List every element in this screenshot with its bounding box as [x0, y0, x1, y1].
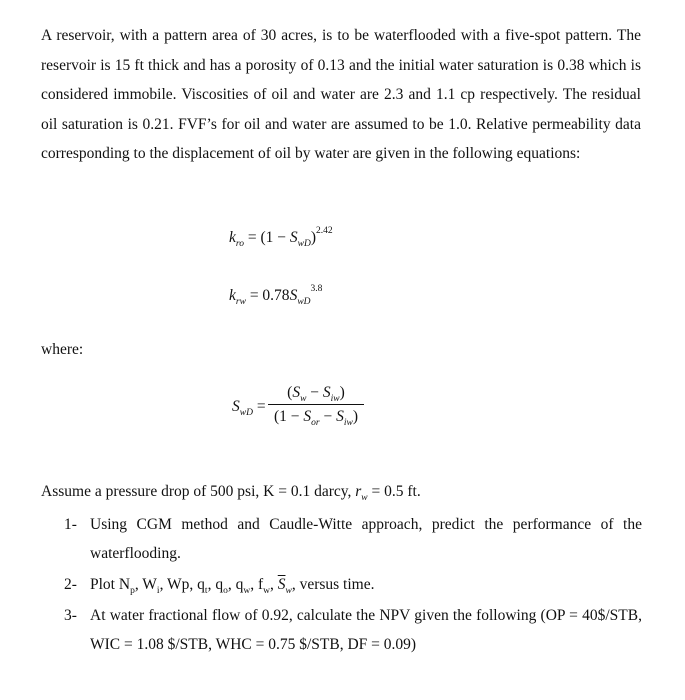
plot-sep: ,: [269, 576, 278, 593]
eq2-s-sub: wD: [297, 297, 311, 307]
where-label: where:: [41, 341, 84, 358]
den-open: (1 −: [273, 408, 304, 425]
den-s2: S: [336, 408, 344, 425]
eq1-exp: 2.42: [316, 226, 333, 236]
assume-r-sub: w: [361, 493, 368, 503]
plot-fw: , f: [250, 576, 264, 593]
eq1-k: k: [229, 229, 236, 246]
plot-wi: , W: [134, 576, 157, 593]
plot-qo: , q: [207, 576, 224, 593]
num-s2-sub: iw: [330, 394, 340, 404]
list-item-text: At water fractional flow of 0.92, calculate the NPV given the following (OP = 40$/STB, WIC = 1.08 $/STB, WHC = 0.75 $/STB, DF = 0.09): [90, 607, 642, 653]
plot-qt-sub: t: [204, 586, 208, 596]
den-s1: S: [303, 408, 312, 425]
eq2-rhs: = 0.78: [245, 287, 290, 304]
den-minus: −: [319, 408, 337, 425]
plot-sw-bar-sub: w: [285, 586, 292, 596]
equation-kro: [229, 226, 333, 249]
plot-np-sub: p: [130, 586, 135, 596]
eq1-close: ): [310, 229, 317, 246]
plot-wi-sub: i: [156, 586, 160, 596]
eq3-lhs-sub: wD: [239, 408, 253, 418]
eq1-rhs-open: = (1 −: [244, 229, 290, 246]
list-item-number: 2-: [64, 576, 77, 593]
fraction-numerator: [268, 382, 364, 404]
den-s2-sub: iw: [343, 418, 353, 428]
eq2-k-sub: rw: [235, 297, 246, 307]
eq3-eq: =: [252, 398, 266, 415]
eq2-s: S: [289, 287, 298, 304]
equation-swd-lhs: [232, 398, 266, 416]
num-open: (: [287, 384, 293, 401]
plot-fw-sub: w: [263, 586, 270, 596]
equation-swd-fraction: [268, 382, 364, 428]
eq2-k: k: [229, 287, 236, 304]
assume-text: Assume a pressure drop of 500 psi, K = 0.1 darcy,: [41, 483, 356, 500]
plot-np: Plot N: [90, 576, 131, 593]
eq2-exp: 3.8: [310, 284, 323, 294]
plot-qo-sub: o: [223, 586, 228, 596]
equation-krw: [229, 284, 323, 307]
fraction-bar: [268, 404, 364, 405]
num-s2: S: [322, 384, 331, 401]
list-item: [64, 601, 642, 659]
eq1-k-sub: ro: [235, 239, 244, 249]
assumptions-line: [41, 483, 421, 501]
list-item-number: 1-: [64, 516, 77, 533]
den-close: ): [352, 408, 358, 425]
fraction-denominator: [268, 406, 364, 428]
plot-sw-bar: $\overline{S}$: [277, 576, 286, 593]
list-item: [64, 510, 642, 568]
plot-versus: , versus time.: [291, 576, 375, 593]
list-item: [64, 570, 642, 599]
plot-qw: , q: [227, 576, 244, 593]
eq1-s-sub: wD: [297, 239, 311, 249]
list-item-number: 3-: [64, 607, 77, 624]
eq3-lhs: S: [232, 398, 240, 415]
task-list: [64, 510, 642, 661]
plot-qw-sub: w: [243, 586, 251, 596]
den-s1-sub: or: [311, 418, 320, 428]
problem-intro: A reservoir, with a pattern area of 30 acres, is to be waterflooded with a five-spot pattern. The reservoir is 15 ft thick and has a porosity of 0.13 and the initial water saturation is 0.38 which is considered immobile. Viscosities of oil and water are 2.3 and 1.1 cp respectively. The residual oil saturation is 0.21. FVF’s for oil and water are assumed to be 1.0. Relative permeability data corresponding to the displacement of oil by water are given in the following equations:: [41, 27, 641, 162]
list-item-text: [90, 576, 375, 596]
list-item-text: Using CGM method and Caudle-Witte approach, predict the performance of the waterflooding.: [90, 516, 642, 562]
num-minus: −: [306, 384, 323, 401]
plot-qt: , Wp, q: [159, 576, 205, 593]
num-s1-sub: w: [300, 394, 307, 404]
eq1-s: S: [289, 229, 298, 246]
assume-rest: = 0.5 ft.: [367, 483, 421, 500]
num-close: ): [339, 384, 345, 401]
num-s1: S: [292, 384, 301, 401]
assume-r: r: [355, 483, 362, 500]
